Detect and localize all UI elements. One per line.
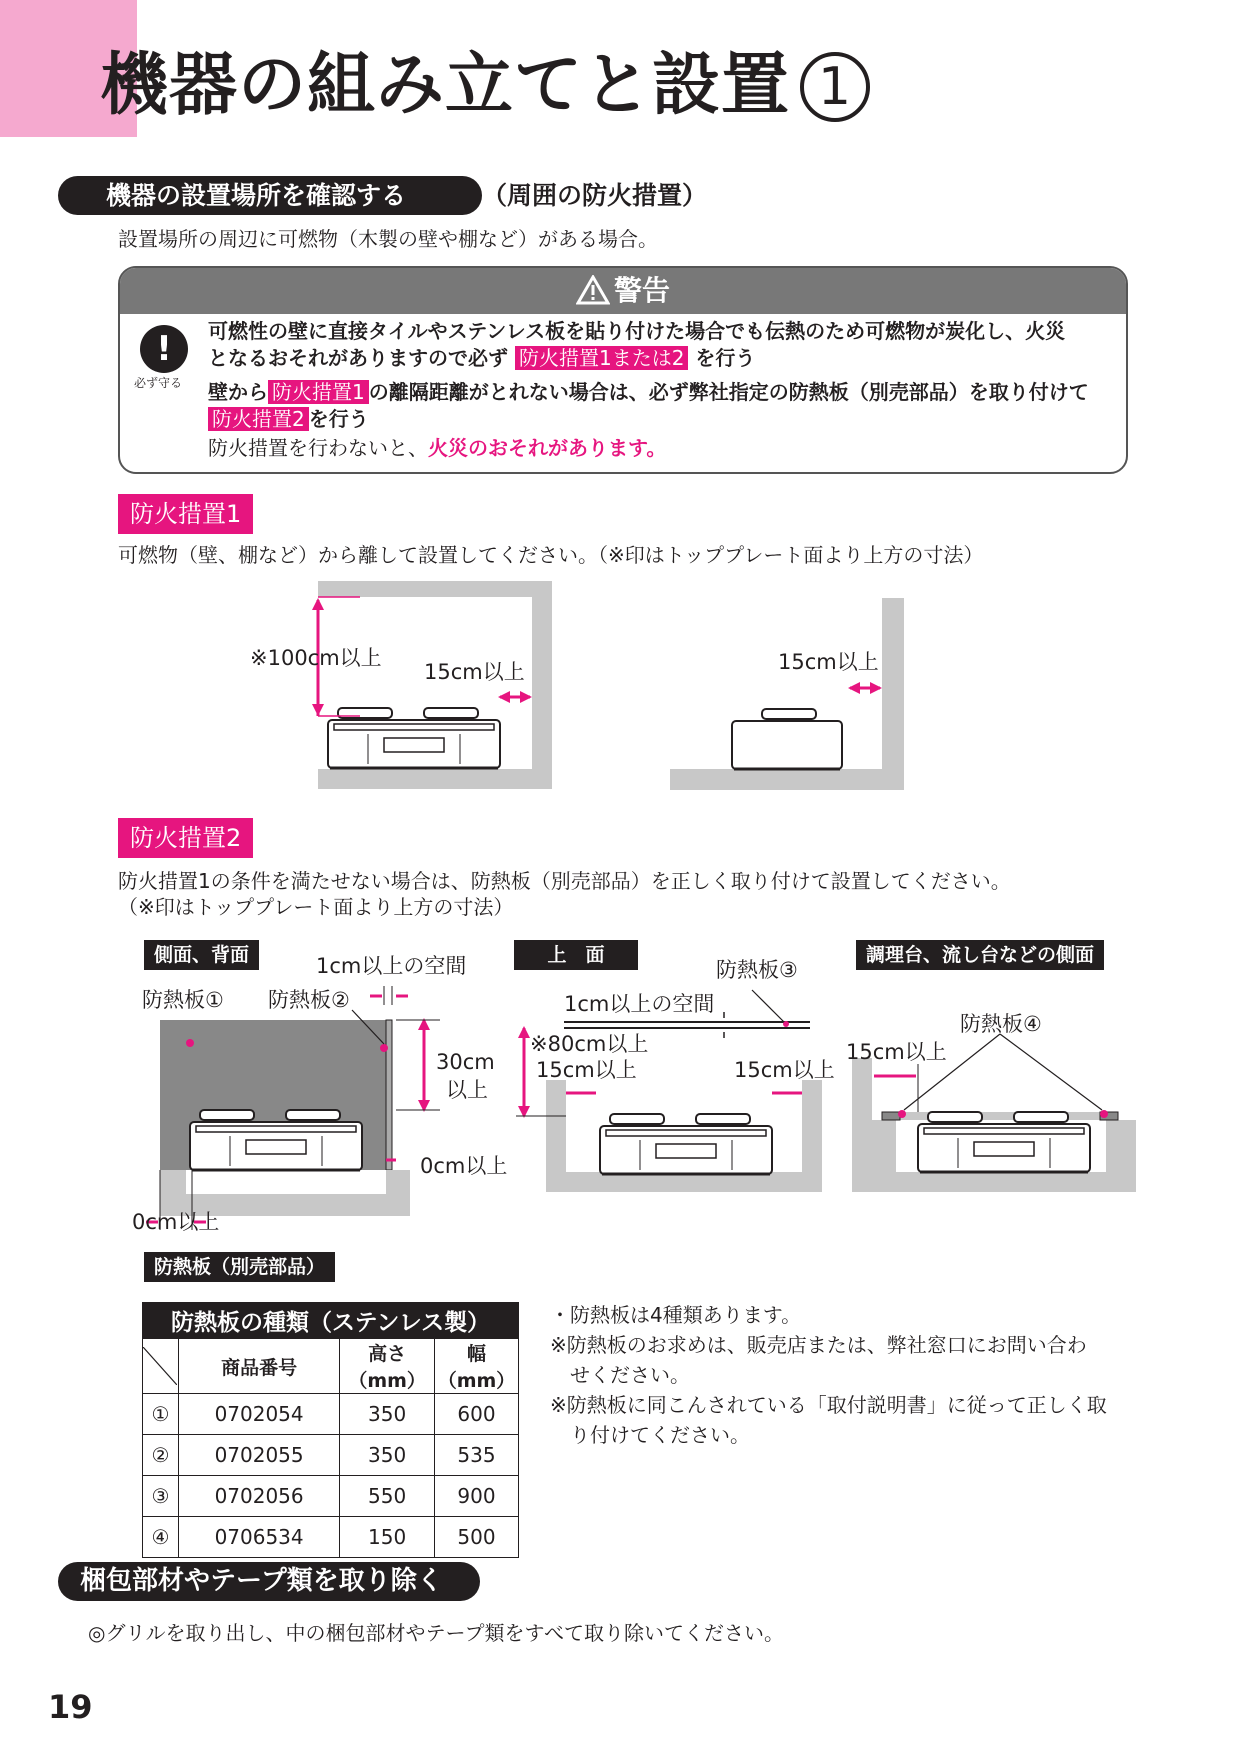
note-line: せください。: [550, 1363, 690, 1387]
note-line: ※防熱板のお求めは、販売店または、弊社窓口にお問い合わ: [550, 1333, 1087, 1357]
warning-fire-risk: 火災のおそれがあります。: [428, 436, 667, 460]
row-number: ②: [143, 1435, 179, 1476]
row-code: 0706534: [178, 1517, 339, 1558]
measure-2-diagram-top: [516, 990, 822, 1192]
label-1cm-space-side: 1cm以上の空間: [316, 954, 467, 978]
section-heading-sub: （周囲の防火措置）: [482, 181, 708, 210]
warning-line-2-pre: となるおそれがありますので必ず: [208, 346, 508, 370]
row-width: 900: [435, 1476, 519, 1517]
warning-line-2-post: を行う: [695, 346, 756, 370]
tag-side-back: 側面、背面: [144, 940, 259, 970]
section-2-text: ◎グリルを取り出し、中の梱包部材やテープ類をすべて取り除いてください。: [88, 1621, 785, 1645]
must-follow-icon: !: [140, 325, 188, 373]
tag-top-view: 上 面: [514, 940, 638, 970]
label-plate-2: 防熱板②: [268, 988, 350, 1012]
page-title-text: 機器の組み立てと設置: [100, 46, 791, 125]
warning-line-3-post: の離隔距離がとれない場合は、必ず弊社指定の防熱板（別売部品）を取り付けて: [368, 380, 1089, 404]
row-height: 350: [340, 1394, 435, 1435]
title-circle-number: 1: [800, 52, 870, 122]
warning-tag-measure-2: 防火措置2: [208, 407, 309, 431]
note-line: り付けてください。: [550, 1423, 750, 1447]
label-80cm: ※80cm以上: [530, 1032, 649, 1056]
warning-line-1: 可燃性の壁に直接タイルやステンレス板を貼り付けた場合でも伝熱のため可燃物が炭化し、火災: [208, 319, 1066, 343]
row-code: 0702054: [178, 1394, 339, 1435]
table-row: [143, 1476, 519, 1517]
header-width: 幅（mm）: [435, 1339, 519, 1394]
table-row: [143, 1435, 519, 1476]
measure-1-description: 可燃物（壁、棚など）から離して設置してください。（※印はトッププレート面より上方の寸法）: [118, 543, 984, 567]
heat-plate-notes: [550, 1300, 1107, 1450]
label-15cm-counter: 15cm以上: [846, 1040, 947, 1064]
label-30cm: 30cm: [436, 1050, 495, 1074]
row-height: 150: [340, 1517, 435, 1558]
row-height: 550: [340, 1476, 435, 1517]
row-width: 600: [435, 1394, 519, 1435]
row-number: ④: [143, 1517, 179, 1558]
table-corner-cell: [143, 1339, 179, 1394]
row-width: 535: [435, 1435, 519, 1476]
label-plate-1: 防熱板①: [142, 988, 224, 1012]
heat-plate-table: [142, 1302, 519, 1558]
label-15cm-top-left: 15cm以上: [536, 1058, 637, 1082]
tag-counter-side: 調理台、流し台などの側面: [856, 940, 1104, 970]
diagonal-line-icon: [143, 1347, 177, 1385]
tag-heat-plate-parts: 防熱板（別売部品）: [144, 1252, 335, 1282]
note-line: ※防熱板に同こんされている「取付説明書」に従って正しく取: [550, 1393, 1107, 1417]
warning-line-4-post: を行う: [308, 407, 369, 431]
measure-2-heading: 防火措置2: [118, 818, 253, 858]
measure-1-diagram-side: [670, 598, 904, 790]
label-15cm-side: 15cm以上: [778, 650, 879, 674]
label-100cm: ※100cm以上: [250, 646, 382, 670]
section-intro: 設置場所の周辺に可燃物（木製の壁や棚など）がある場合。: [118, 227, 658, 251]
label-15cm-front: 15cm以上: [424, 660, 525, 684]
label-plate-4: 防熱板④: [960, 1012, 1042, 1036]
label-0cm-bottom: 0cm以上: [132, 1210, 220, 1234]
table-row: [143, 1394, 519, 1435]
row-height: 350: [340, 1435, 435, 1476]
label-30cm-over: 以上: [446, 1078, 488, 1102]
heat-plate-table-caption: 防熱板の種類（ステンレス製）: [143, 1303, 519, 1339]
note-line: ・防熱板は4種類あります。: [550, 1303, 802, 1327]
row-width: 500: [435, 1517, 519, 1558]
row-number: ③: [143, 1476, 179, 1517]
header-height: 高さ（mm）: [340, 1339, 435, 1394]
warning-tag-measure-1: 防火措置1: [268, 380, 369, 404]
warning-line-3-pre: 壁から: [208, 380, 268, 404]
measure-2-description: 防火措置1の条件を満たせない場合は、防熱板（別売部品）を正しく取り付けて設置してください。: [118, 869, 1011, 893]
section-heading-install-location: 機器の設置場所を確認する: [58, 176, 482, 215]
measure-2-description-note: （※印はトッププレート面より上方の寸法）: [118, 895, 514, 919]
measure-2-diagram-side-back: [146, 986, 440, 1230]
label-plate-3: 防熱板③: [716, 958, 798, 982]
row-code: 0702055: [178, 1435, 339, 1476]
page-number: 19: [48, 1688, 93, 1726]
header-code: 商品番号: [178, 1339, 339, 1394]
section-heading-remove-packing: 梱包部材やテープ類を取り除く: [58, 1562, 480, 1601]
must-follow-label: 必ず守る: [134, 376, 183, 390]
label-0cm-right: 0cm以上: [420, 1154, 508, 1178]
table-row: [143, 1517, 519, 1558]
label-1cm-space-top: 1cm以上の空間: [564, 992, 715, 1016]
row-number: ①: [143, 1394, 179, 1435]
warning-tag-measure-1-or-2: 防火措置1または2: [515, 346, 688, 370]
warning-title: 警告: [613, 274, 670, 307]
measure-1-heading: 防火措置1: [118, 494, 253, 534]
label-15cm-top-right: 15cm以上: [734, 1058, 835, 1082]
warning-line-5-pre: 防火措置を行わないと、: [208, 436, 428, 460]
row-code: 0702056: [178, 1476, 339, 1517]
